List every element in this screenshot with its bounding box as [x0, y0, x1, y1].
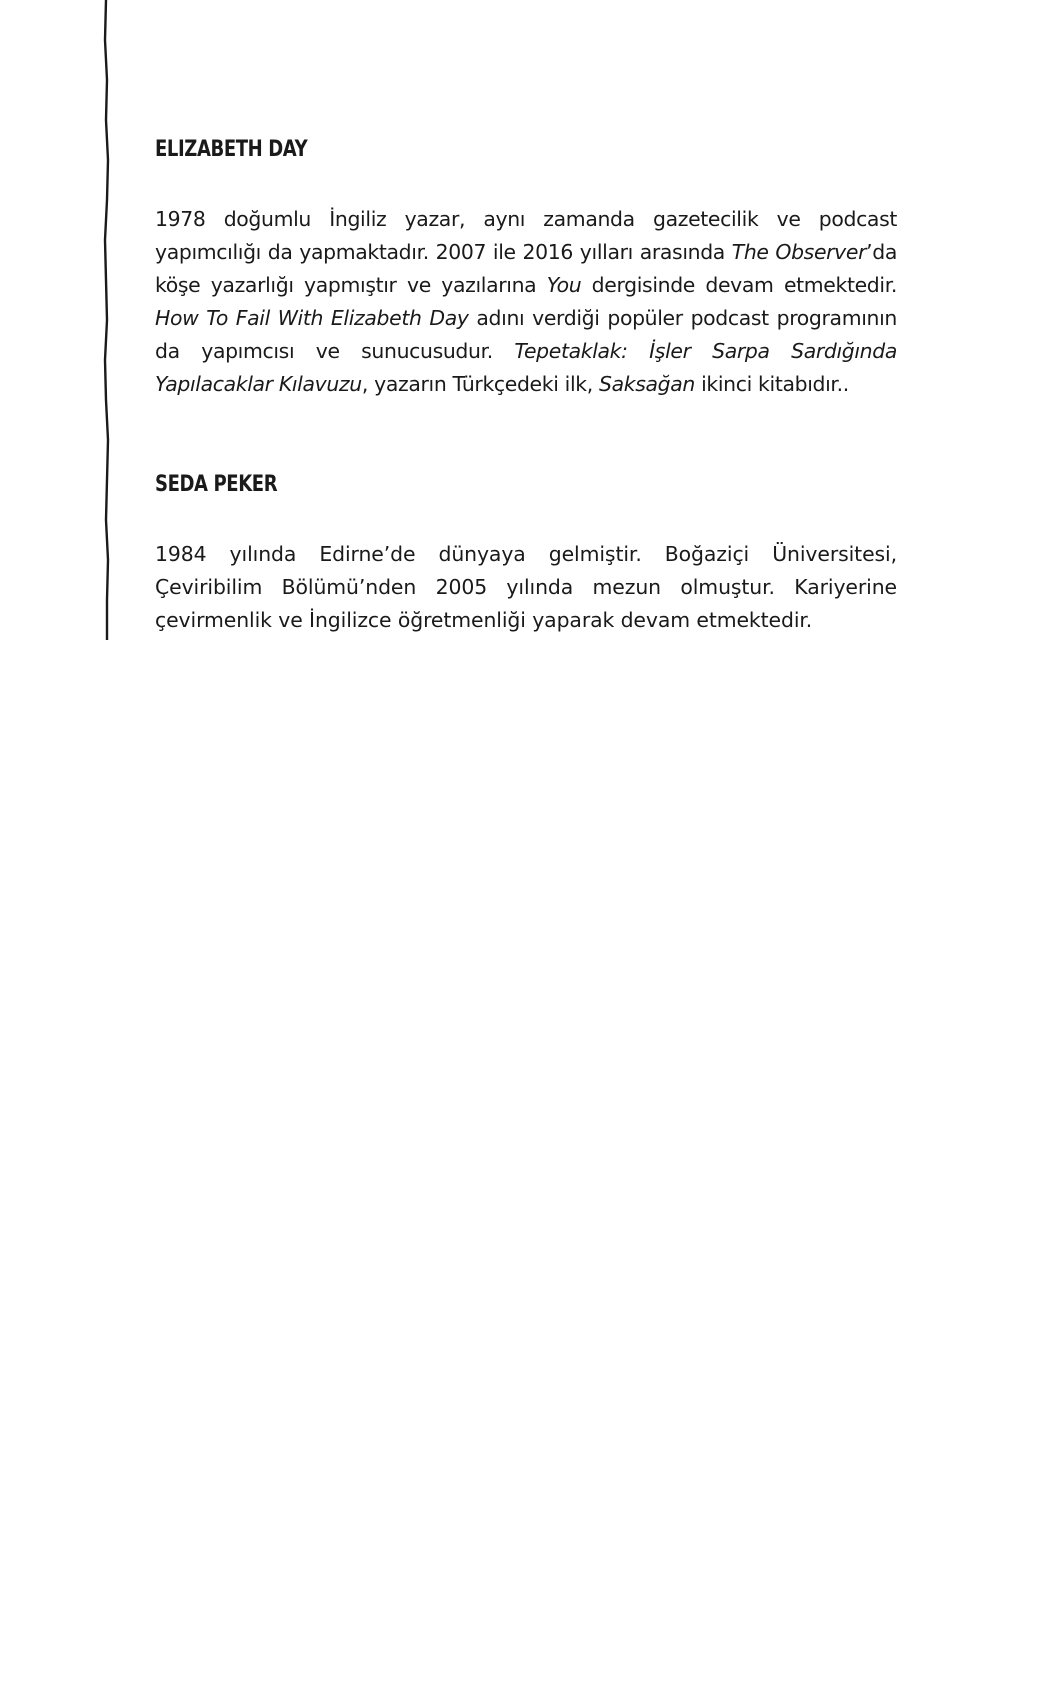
author-biography	[155, 203, 897, 401]
italic-title: Tepetaklak: İşler Sarpa Sardığında Yapılacaklar Kılavuzu	[155, 339, 897, 396]
italic-title: You	[546, 273, 582, 297]
translator-name-heading: SEDA PEKER	[155, 472, 278, 497]
bio-text: ikinci kitabıdır..	[694, 372, 849, 396]
decorative-margin-line	[96, 0, 126, 640]
italic-title: How To Fail With Elizabeth Day	[155, 306, 469, 330]
italic-title: Saksağan	[599, 372, 695, 396]
bio-text: dergisinde devam etmektedir.	[581, 273, 897, 297]
translator-section	[155, 470, 897, 637]
author-name-heading: ELIZABETH DAY	[155, 137, 308, 162]
italic-title: The Observer	[731, 240, 867, 264]
bio-text: , yazarın Türkçedeki ilk,	[361, 372, 600, 396]
bio-text: adını verdiği popüler podcast programının da yapımcısı ve sunucusudur.	[155, 306, 897, 363]
author-section	[155, 135, 897, 401]
translator-biography: 1984 yılında Edirne’de dünyaya gelmiştir. Boğaziçi Üniversitesi, Çeviribilim Bölümü’nden 2005 yılında mezun olmuştur. Kariyerine çevirmenlik ve İngilizce öğretmenliği yaparak devam etmektedir.	[155, 542, 897, 632]
bio-text: 1978 doğumlu İngiliz yazar, aynı zamanda gazetecilik ve podcast yapımcılığı da yapmaktadır. 2007 ile 2016 yılları arasında	[155, 207, 897, 264]
bio-text: ’da köşe yazarlığı yapmıştır ve yazılarına	[155, 240, 898, 297]
